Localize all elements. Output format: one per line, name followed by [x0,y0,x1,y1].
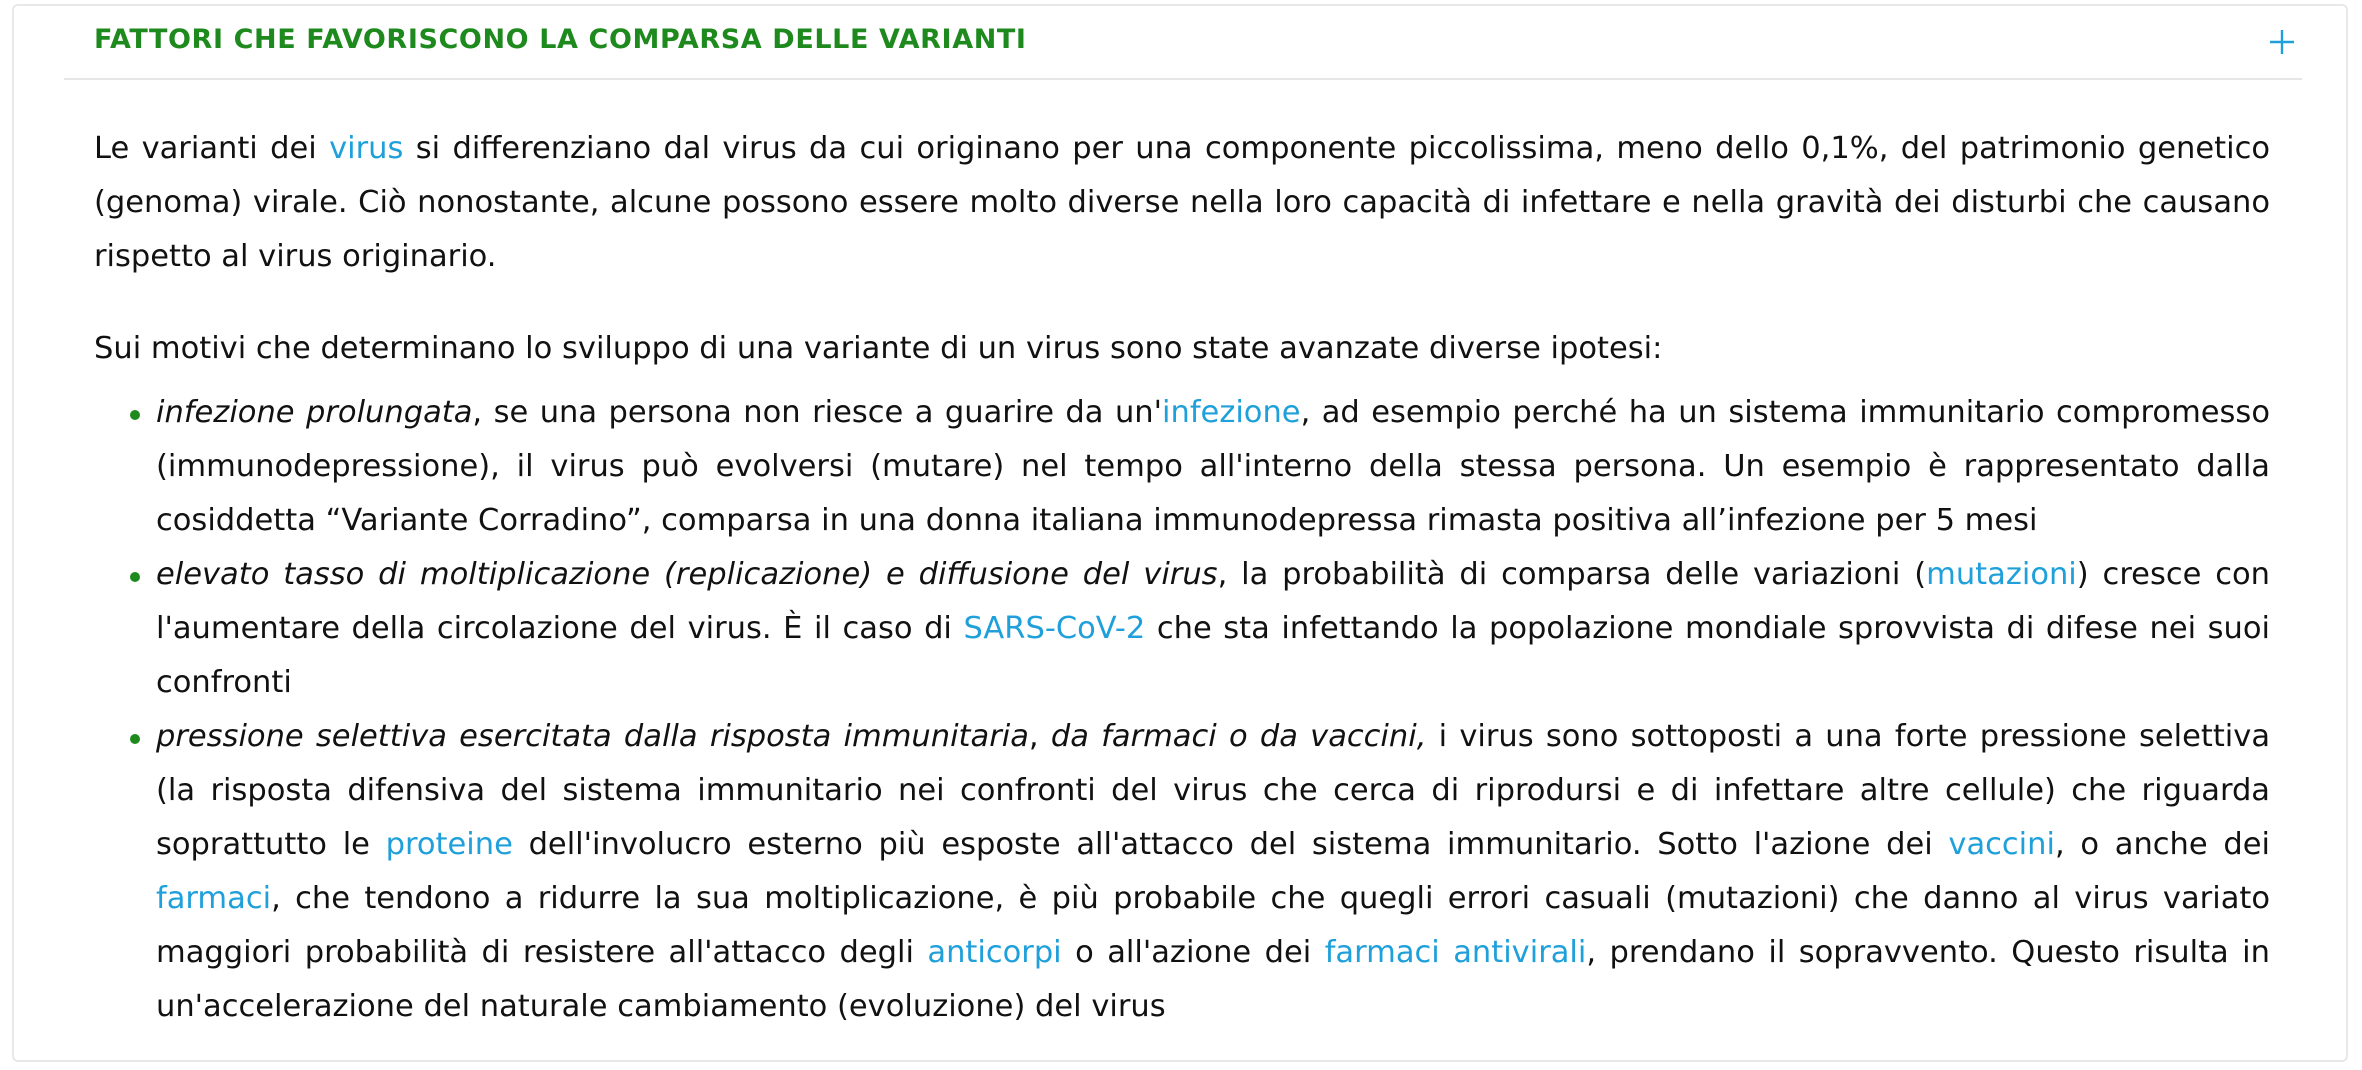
bullet-icon [130,572,140,582]
link-farmaci-antivirali[interactable]: farmaci antivirali [1324,935,1587,970]
text: , [1028,719,1051,754]
link-anticorpi[interactable]: anticorpi [927,935,1062,970]
text: , la probabilità di comparsa delle variazioni ( [1217,557,1927,592]
link-virus[interactable]: virus [329,131,404,166]
text: ) cresce con l'aumentare della circolazione del virus. È il caso di [156,557,2270,646]
intro-paragraph [94,122,2270,284]
link-proteine[interactable]: proteine [385,827,513,862]
text: , che tendono a ridurre la sua moltiplicazione, è più probabile che quegli errori casuali (mutazioni) che danno al virus variato maggiori probabilità di resistere all'attacco degli [156,881,2270,970]
accordion-panel [12,4,2348,1062]
list-item [94,710,2270,1034]
text: , o anche dei [2054,827,2270,862]
item-term: elevato tasso di moltiplicazione (replicazione) e diffusione del virus [156,557,1218,592]
section-title: FATTORI CHE FAVORISCONO LA COMPARSA DELLE VARIANTI [94,24,1027,55]
expand-toggle-button[interactable] [2262,20,2302,60]
item-term: pressione selettiva esercitata dalla risposta immunitaria [156,719,1029,754]
link-vaccini[interactable]: vaccini [1948,827,2055,862]
text: , se una persona non riesce a guarire da un' [472,395,1163,430]
list-item [94,548,2270,710]
list-item [94,386,2270,548]
text: che sta infettando la popolazione mondiale sprovvista di difese nei suoi confronti [156,611,2270,700]
hypotheses-intro: Sui motivi che determinano lo sviluppo di una variante di un virus sono state avanzate diverse ipotesi: [94,331,1663,366]
accordion-header[interactable] [64,6,2302,80]
item-term-secondary: da farmaci o da vaccini, [1050,719,1427,754]
text: , ad esempio perché ha un sistema immunitario compromesso (immunodepressione), il virus può evolversi (mutare) nel tempo all'interno della stessa persona. Un esempio è rappresentato dalla cosiddetta “Variante Corradino”, comparsa in una donna italiana immunodepressa rimasta positiva all’infezione per 5 mesi [156,395,2270,538]
plus-icon [2262,20,2302,60]
bullet-icon [130,410,140,420]
text: i virus sono sottoposti a una forte pressione selettiva (la risposta difensiva del sistema immunitario nei confronti del virus che cerca di riprodursi e di infettare altre cellule) che riguarda soprattutto le [156,719,2271,862]
bullet-icon [130,734,140,744]
item-term: infezione prolungata [156,395,473,430]
text: dell'involucro esterno più esposte all'attacco del sistema immunitario. Sotto l'azione dei [512,827,1949,862]
link-infezione[interactable]: infezione [1162,395,1301,430]
text: o all'azione dei [1061,935,1325,970]
section-content [94,122,2270,1034]
link-sars-cov-2[interactable]: SARS-CoV-2 [963,611,1146,646]
link-mutazioni[interactable]: mutazioni [1926,557,2077,592]
hypotheses-list [94,386,2270,1034]
link-farmaci[interactable]: farmaci [156,881,272,916]
text: Le varianti dei [94,131,330,166]
text: , prendano il sopravvento. Questo risulta in un'accelerazione del naturale cambiamento (evoluzione) del virus [156,935,2270,1024]
text: si differenziano dal virus da cui originano per una componente piccolissima, meno dello 0,1%, del patrimonio genetico (genoma) virale. Ciò nonostante, alcune possono essere molto diverse nella loro capacità di infettare e nella gravità dei disturbi che causano rispetto al virus originario. [94,131,2270,274]
